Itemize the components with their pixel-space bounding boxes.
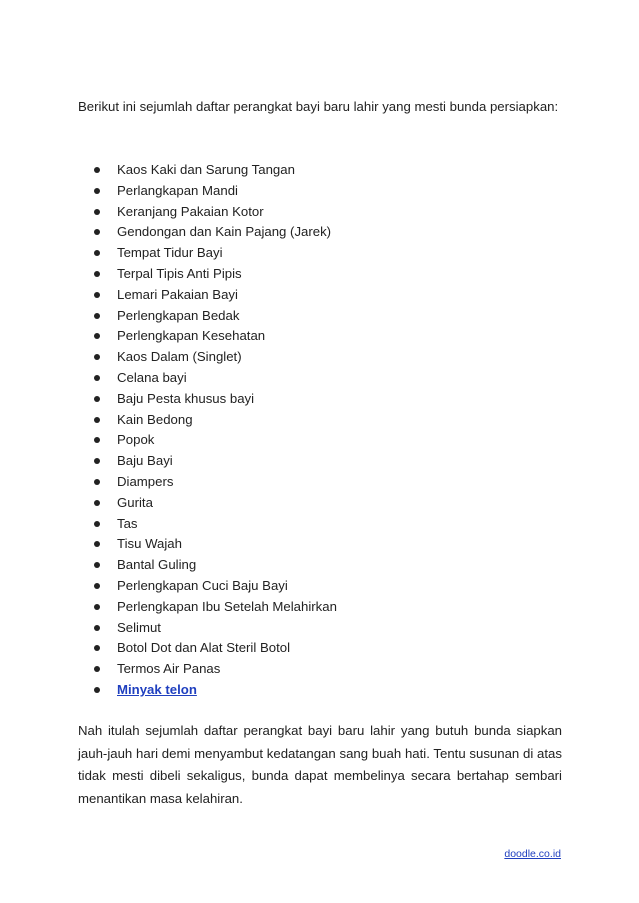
source-link[interactable]: doodle.co.id (504, 848, 561, 860)
bullet-icon (94, 604, 100, 610)
list-item (94, 202, 337, 223)
list-item (94, 326, 337, 347)
list-item-label: Perlengkapan Bedak (117, 307, 240, 323)
list-item (94, 222, 337, 243)
list-item-label: Tas (117, 515, 138, 531)
bullet-icon (94, 396, 100, 402)
list-item (94, 597, 337, 618)
bullet-icon (94, 333, 100, 339)
list-item-label: Baju Pesta khusus bayi (117, 390, 255, 406)
list-item (94, 555, 337, 576)
list-item-label: Perlengkapan Kesehatan (117, 328, 266, 344)
list-item (94, 638, 337, 659)
bullet-icon (94, 645, 100, 651)
list-item (94, 451, 337, 472)
bullet-icon (94, 437, 100, 443)
bullet-icon (94, 541, 100, 547)
list-item (94, 576, 337, 597)
list-item (94, 160, 337, 181)
list-item (94, 514, 337, 535)
list-item-label: Kaos Kaki dan Sarung Tangan (117, 162, 295, 177)
bullet-icon (94, 313, 100, 319)
bullet-icon (94, 625, 100, 631)
list-item-label: Diampers (117, 473, 174, 489)
bullet-icon (94, 500, 100, 506)
list-item-link[interactable] (94, 680, 337, 701)
bullet-icon (94, 583, 100, 589)
list-item-label: Termos Air Panas (117, 661, 221, 677)
list-item (94, 368, 337, 389)
bullet-icon (94, 521, 100, 527)
closing-paragraph: Nah itulah sejumlah daftar perangkat bayi baru lahir yang butuh bunda siapkan jauh-jauh hari demi menyambut kedatangan sang buah hati. Tentu susunan di atas tidak mesti dibeli sekaligus, bunda dapat membelinya secara bertahap sembari menantikan masa kelahiran. (78, 723, 562, 806)
list-item-label: Tempat Tidur Bayi (117, 245, 223, 261)
bullet-icon (94, 417, 100, 423)
intro-paragraph: Berikut ini sejumlah daftar perangkat bayi baru lahir yang mesti bunda persiapkan: (78, 99, 559, 114)
list-item (94, 264, 337, 285)
list-item (94, 493, 337, 514)
list-item (94, 181, 337, 202)
bullet-icon (94, 666, 100, 672)
list-item (94, 410, 337, 431)
bullet-icon (94, 479, 100, 485)
minyak-telon-link[interactable]: Minyak telon (117, 681, 197, 697)
list-item (94, 243, 337, 264)
bullet-icon (94, 292, 100, 298)
list-item (94, 659, 337, 680)
bullet-icon (94, 167, 100, 173)
list-item-label: Bantal Guling (117, 557, 197, 573)
baby-items-list (94, 160, 337, 701)
list-item (94, 347, 337, 368)
list-item-label: Terpal Tipis Anti Pipis (117, 265, 242, 281)
list-item-label: Celana bayi (117, 369, 187, 385)
bullet-icon (94, 209, 100, 215)
list-item-label: Perlengkapan Ibu Setelah Melahirkan (117, 598, 337, 614)
list-item (94, 306, 337, 327)
list-item-label: Tisu Wajah (117, 536, 182, 552)
list-item (94, 618, 337, 639)
list-item (94, 389, 337, 410)
list-item-label: Selimut (117, 619, 161, 635)
list-item-label: Lemari Pakaian Bayi (117, 286, 238, 302)
list-item-label: Kain Bedong (117, 411, 193, 427)
list-item (94, 285, 337, 306)
list-item (94, 472, 337, 493)
bullet-icon (94, 354, 100, 360)
list-item-label: Perlangkapan Mandi (117, 182, 238, 198)
bullet-icon (94, 188, 100, 194)
bullet-icon (94, 687, 100, 693)
list-item-label: Gendongan dan Kain Pajang (Jarek) (117, 224, 332, 240)
list-item-label: Keranjang Pakaian Kotor (117, 203, 264, 219)
list-item-label: Perlengkapan Cuci Baju Bayi (117, 577, 288, 593)
list-item-label: Baju Bayi (117, 453, 173, 469)
list-item-label: Kaos Dalam (Singlet) (117, 349, 242, 365)
bullet-icon (94, 375, 100, 381)
bullet-icon (94, 271, 100, 277)
bullet-icon (94, 458, 100, 464)
bullet-icon (94, 562, 100, 568)
list-item (94, 430, 337, 451)
list-item-label: Botol Dot dan Alat Steril Botol (117, 640, 291, 656)
list-item-label: Gurita (117, 494, 153, 510)
bullet-icon (94, 229, 100, 235)
list-item-label: Popok (117, 432, 155, 448)
list-item (94, 534, 337, 555)
bullet-icon (94, 250, 100, 256)
